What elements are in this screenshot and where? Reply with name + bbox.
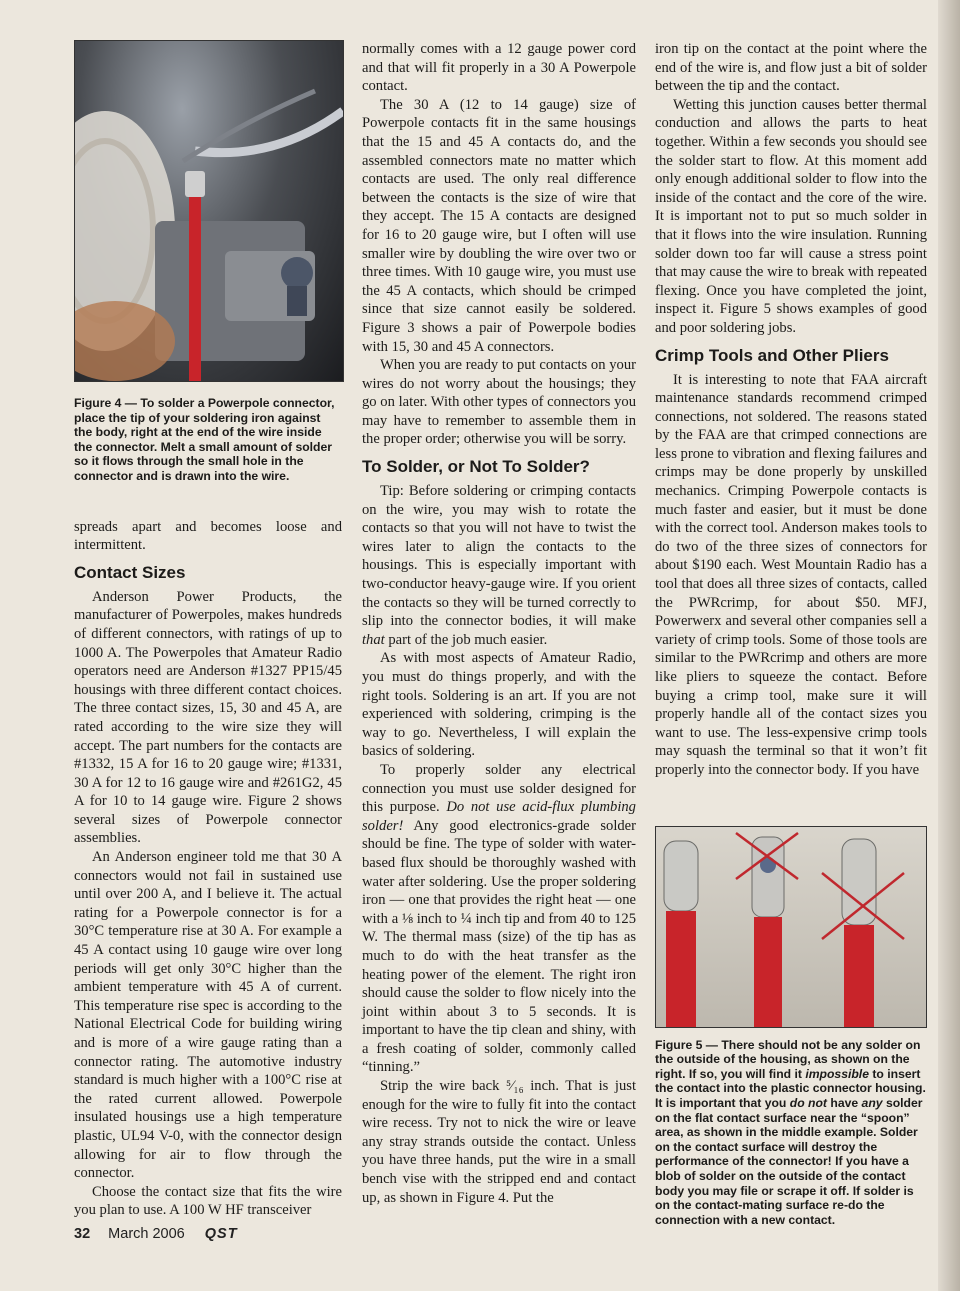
figure-5-photo — [655, 826, 927, 1028]
body-paragraph: normally comes with a 12 gauge power cord and that will fit properly in a 30 A Powerpole contact. — [362, 41, 636, 95]
emphasis: that — [362, 631, 385, 648]
body-paragraph: An Anderson engineer told me that 30 A connectors would not fail in sustained use until over 200 A, and I believe it. The actual rating for a Powerpole connector is for a 30°C temperature rise at 30 A. For example a 45 A contact using 10 gauge wire over long periods will get only 30°C higher than the ambient temperature with 45 A of current. This temperature rise spec is according to the National Electrical Code for building wiring and is more of a wire gauge rating than a connector rating. The automotive industry standard is much higher with a 100°C rise at the rated current allowed. Powerpole insulated housings use a high temperature plastic, UL94 V-0, with the connector design allowing for air to flow through the connector. — [74, 849, 342, 1182]
body-paragraph: iron tip on the contact at the point where the end of the wire is, and flow just a bit of solder between the tip and the contact. — [655, 41, 927, 95]
text-run: Any good electronics-grade solder should be fine. The type of solder with water-based flux should be thoroughly washed with water after soldering. Use the proper soldering iron — one that provides the right heat — one with a ⅛ inch to ¼ inch tip and from 40 to 125 W. The thermal mass (size) of the tip has as much to do with the heat transfer as the heating power of the element. The right iron should cause the solder to flow nicely into the joint within about 3 to 5 seconds. It is important to have the tip clean and shiny, with a fresh coating of solder, commonly called “tinning.” — [362, 817, 637, 1076]
figure-5-caption — [655, 1038, 927, 1228]
figure-4-caption: Figure 4 — To solder a Powerpole connector, place the tip of your soldering iron against the body, right at the end of the wire inside the connector. Melt a small amount of solder so it flows through the small hole in the connector and is drawn into the wire. — [74, 396, 335, 483]
red-wire — [189, 181, 201, 381]
body-paragraph: spreads apart and becomes loose and intermittent. — [74, 518, 342, 554]
issue-date: March 2006 — [108, 1226, 185, 1242]
column-3 — [655, 40, 927, 1227]
body-paragraph — [362, 482, 636, 649]
caption-run: have — [830, 1095, 859, 1110]
figure-4-photo — [74, 40, 344, 382]
body-paragraph — [362, 761, 636, 1077]
caption-run: to insert the contact into the plastic connector housing. It is important that you — [655, 1066, 926, 1110]
caption-emphasis: any — [861, 1095, 883, 1110]
body-paragraph: Wetting this junction causes better thermal conduction and allows the parts to heat together. Within a few seconds you should see the solder start to flow. At this moment add only enough additional solder to flow into the inside of the contact and the core of the wire. It is important not to put so much solder in that it flows into the wire insulation. Running solder down too far will cause a stress point that may cause the wire to break with repeated flexing. Once you have completed the joint, inspect it. Figure 5 shows examples of good and poor soldering jobs. — [655, 96, 927, 336]
page-number: 32 — [74, 1226, 91, 1242]
heading-to-solder: To Solder, or Not To Solder? — [362, 457, 590, 477]
emphasis: Do not use acid-flux plumbing solder! — [362, 799, 636, 834]
body-paragraph: When you are ready to put contacts on your wires do not worry about the housings; they go on later. With other types of connectors you may have to remember to assemble them in the proper order; otherwise you will be sorry. — [362, 357, 636, 448]
caption-run: Figure 5 — There should not be any solder on the outside of the housing, as shown on the right. If so, you will find it — [655, 1037, 921, 1081]
column-2 — [362, 40, 636, 1207]
body-paragraph: Strip the wire back ⁵⁄₁₆ inch. That is just enough for the wire to fully fit into the contact wire recess. Try not to nick the wire or leave any stray strands outside the contact. Unless you have three hands, put the wire in a small bench vise with the stripped end and contact up, as shown in Figure 4. Put the — [362, 1078, 636, 1206]
caption-run: solder on the flat contact surface near the “spoon” area, as shown in the middle example. Solder on the contact surface will destroy the performance of the connector! If you have a blob of solder on the outside of the contact body you may file or scrape it off. If solder is on the contact-mating surface re-do the connection with a new contact. — [655, 1095, 923, 1227]
heading-contact-sizes: Contact Sizes — [74, 562, 186, 582]
text-run: To properly solder any electrical connection you must use solder designed for this purpose. — [362, 761, 636, 816]
solder-examples-illustration — [656, 827, 926, 1027]
body-paragraph: It is interesting to note that FAA aircraft maintenance standards recommend crimped connections, not soldered. The reasons stated by the FAA are that crimped connections are less prone to vibration and flexing failures and crimps may be done properly by unskilled mechanics. Crimping Powerpole contacts is much faster and easier, but it must be done with the correct tool. Anderson makes tools to do two of the three sizes of connectors for about $190 each. West Mountain Radio has a tool that does all three sizes of contacts, called the PWRcrimp, for about $50. MFJ, Powerwerx and several other companies sell a variety of crimp tools. Some of those tools are similar to the PWRcrimp and others are more like pliers to squeeze the contact. Before buying a crimp tool, make sure it will properly handle all of the contact sizes you want to use. The less-expensive crimp tools may squash the terminal so that it won’t fit properly into the connector body. If you have — [655, 371, 927, 778]
soldering-photo-illustration — [75, 41, 343, 381]
column-1 — [74, 40, 342, 1220]
caption-emphasis: do not — [789, 1095, 827, 1110]
body-paragraph: The 30 A (12 to 14 gauge) size of Powerpole contacts fit in the same housings that the 15 and 45 A contacts do, and the assembled connectors mate no matter which contacts are used. The only real difference between the contacts is the size of wire that they accept. The 15 A contacts are designed for 16 to 20 gauge wire, but I often will use smaller wire by doubling the wire over two or three times. With 10 gauge wire, you must use the 45 A contacts, which should be crimped since that size cannot easily be soldered. Figure 3 shows a pair of Powerpole bodies with 15, 30 and 45 A connectors. — [362, 96, 636, 355]
body-paragraph: Choose the contact size that fits the wire you plan to use. A 100 W HF transceiver — [74, 1183, 342, 1219]
text-run: Tip: Before soldering or crimping contacts on the wire, you may wish to rotate the contacts so that you will not have to twist the wires later to align the contacts to the housings. This is especially important with two-conductor heavy-gauge wire. If you orient the contacts so they will be turned correctly to slip into the connector bodies, it will make — [362, 483, 636, 630]
magazine-logo: QST — [204, 1226, 238, 1242]
caption-emphasis: impossible — [805, 1066, 869, 1081]
text-run: part of the job much easier. — [388, 631, 548, 648]
page-edge-shadow — [938, 0, 960, 1291]
body-paragraph: Anderson Power Products, the manufacturer of Powerpoles, makes hundreds of different connectors, with ratings of up to 1000 A. The Powerpoles that Amateur Radio operators need are Anderson #1327 PP15/45 housings with three different contact choices. The three contact sizes, 15, 30 and 45 A, are rated according to the wire size they will accept. The part numbers for the contacts are #1332, 15 A for 16 to 20 gauge wire; #1331, 30 A for 12 to 16 gauge wire and #261G2, 45 A for 10 to 14 gauge wire. Figure 2 shows several sizes of Powerpole connector assemblies. — [74, 588, 342, 847]
page-footer — [74, 1226, 238, 1242]
heading-crimp-tools: Crimp Tools and Other Pliers — [655, 345, 889, 365]
body-paragraph: As with most aspects of Amateur Radio, you must do things properly, and with the right tools. Soldering is an art. If you are not experienced with soldering, crimping is the way to go. Nevertheless, I will explain the basics of soldering. — [362, 650, 636, 760]
